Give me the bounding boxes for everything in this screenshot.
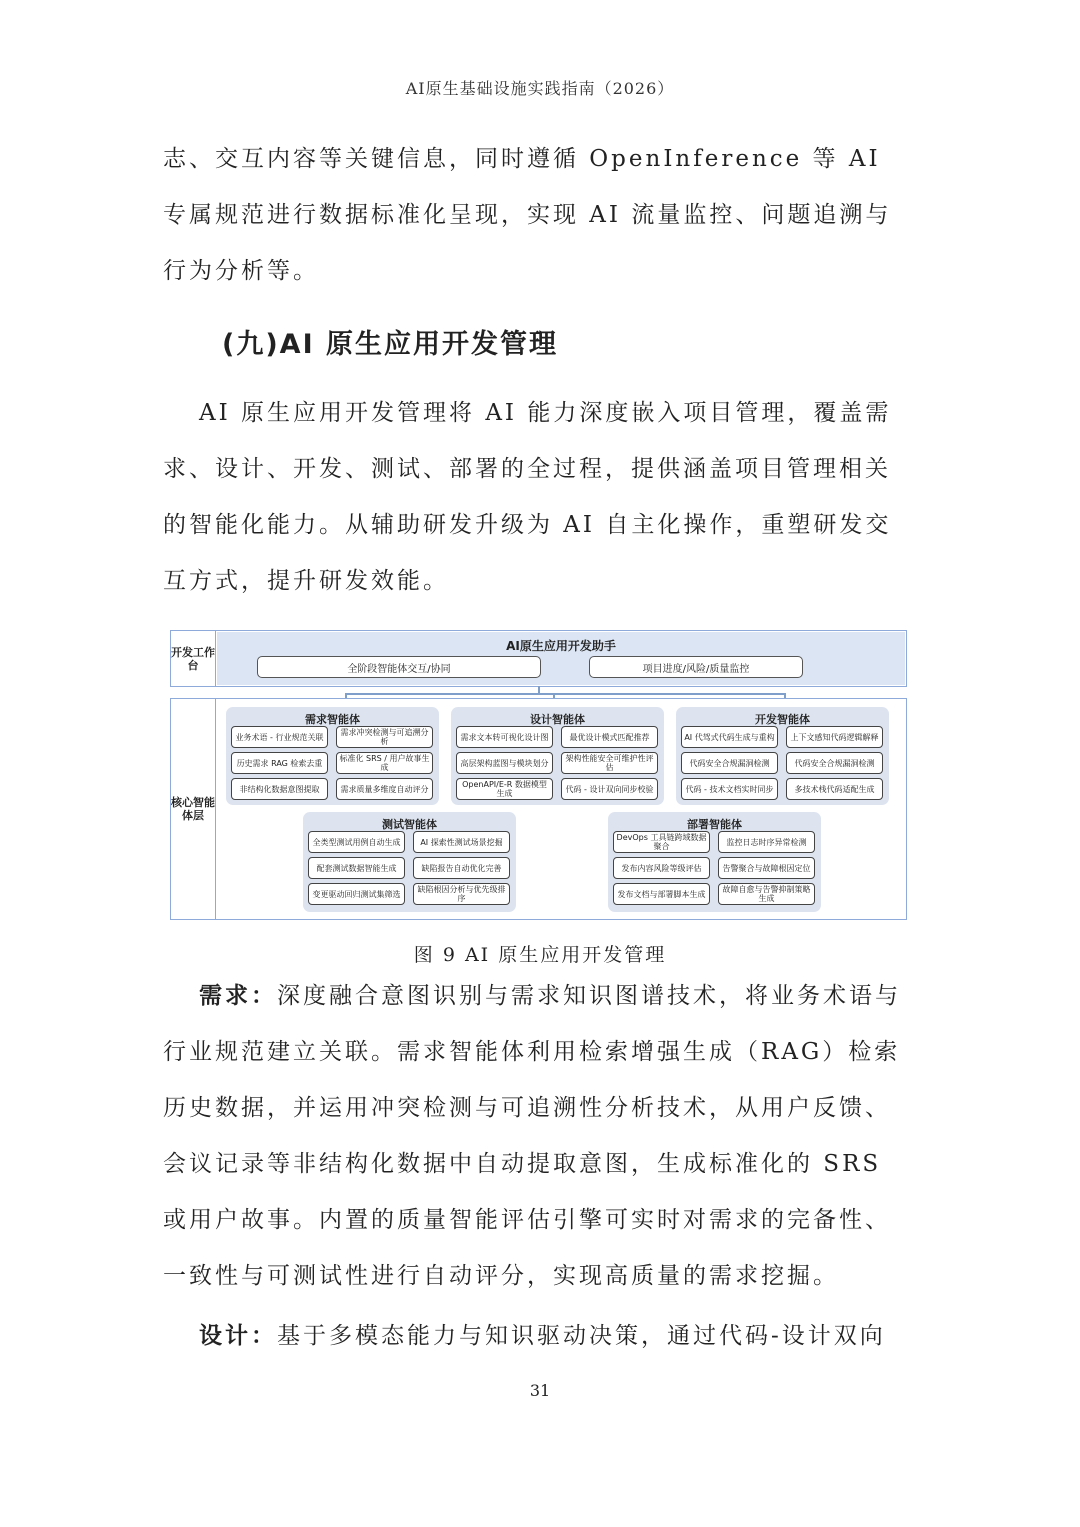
- capability-box: 故障自愈与告警抑制策略生成: [718, 883, 815, 905]
- requirement-label: 需求：: [199, 983, 277, 1009]
- capability-box: 代码安全合规漏洞检测: [786, 752, 883, 774]
- capability-box: 发布文档与部署脚本生成: [613, 883, 710, 905]
- capability-box: DevOps 工具链跨域数据聚合: [613, 831, 710, 853]
- capability-box: 历史需求 RAG 检索去重: [231, 752, 328, 774]
- capability-box: OpenAPI/E-R 数据模型生成: [456, 778, 553, 800]
- agent-development: [676, 707, 889, 805]
- agent-title: 测试智能体: [382, 818, 437, 831]
- capability-box: 需求文本转可视化设计图: [456, 726, 553, 748]
- capability-box: 最优设计模式匹配推荐: [561, 726, 658, 748]
- capability-box: 多技术栈代码适配生成: [786, 778, 883, 800]
- workbench-pill-monitor: 项目进度/风险/质量监控: [589, 656, 803, 678]
- capability-box: 配套测试数据智能生成: [308, 857, 405, 879]
- capability-box: 上下文感知代码逻辑解释: [786, 726, 883, 748]
- page-number: 31: [529, 1381, 551, 1400]
- capability-box: 标准化 SRS / 用户故事生成: [336, 752, 433, 774]
- workbench-label: 开发工作台: [171, 631, 216, 686]
- assistant-title: AI原生应用开发助手: [506, 639, 616, 653]
- capability-box: 监控日志时序异常检测: [718, 831, 815, 853]
- capability-box: AI 代驾式代码生成与重构: [681, 726, 778, 748]
- agent-deploy: [608, 812, 821, 912]
- connector-bar: [345, 693, 785, 695]
- design-label: 设计：: [199, 1323, 277, 1349]
- capability-box: 业务术语 - 行业规范关联: [231, 726, 328, 748]
- architecture-figure: [170, 630, 908, 920]
- agent-title: 开发智能体: [755, 713, 810, 726]
- capability-box: 需求冲突检测与可追溯分析: [336, 726, 433, 748]
- capability-box: 代码安全合规漏洞检测: [681, 752, 778, 774]
- agent-title: 部署智能体: [687, 818, 742, 831]
- paragraph-requirement: [163, 968, 903, 1304]
- capability-box: 全类型测试用例自动生成: [308, 831, 405, 853]
- capability-box: 架构性能安全可维护性评估: [561, 752, 658, 774]
- capability-box: 代码 - 设计双向同步校验: [561, 778, 658, 800]
- capability-box: 缺陷根因分析与优先级排序: [413, 883, 510, 905]
- capability-box: 需求质量多维度自动评分: [336, 778, 433, 800]
- figure-caption: 图 9 AI 原生应用开发管理: [413, 944, 667, 966]
- capability-box: 告警聚合与故障根因定位: [718, 857, 815, 879]
- design-text: 基于多模态能力与知识驱动决策，通过代码-设计双向: [277, 1323, 886, 1349]
- requirement-text: 深度融合意图识别与需求知识图谱技术，将业务术语与行业规范建立关联。需求智能体利用检索增强生成（RAG）检索历史数据，并运用冲突检测与可追溯性分析技术，从用户反馈、会议记录等非结构化数据中自动提取意图，生成标准化的 SRS 或用户故事。内置的质量智能评估引擎可实时对需求的完备性、一致性与可测试性进行自动评分，实现高质量的需求挖掘。: [163, 983, 901, 1289]
- agent-test: [303, 812, 516, 912]
- capability-box: 发布内容风险等级评估: [613, 857, 710, 879]
- running-header: AI原生基础设施实践指南（2026）: [405, 79, 675, 98]
- workbench-pill-interaction: 全阶段智能体交互/协同: [257, 656, 541, 678]
- section-heading: (九)AI 原生应用开发管理: [222, 329, 559, 360]
- capability-box: 代码 - 技术文档实时同步: [681, 778, 778, 800]
- capability-box: 缺陷报告自动优化完善: [413, 857, 510, 879]
- agent-title: 需求智能体: [305, 713, 360, 726]
- core-agent-label: 核心智能体层: [171, 699, 216, 919]
- agent-title: 设计智能体: [530, 713, 585, 726]
- workbench-main: [217, 632, 905, 685]
- capability-box: 非结构化数据意图提取: [231, 778, 328, 800]
- agent-requirement: [226, 707, 439, 805]
- paragraph-top: 志、交互内容等关键信息，同时遵循 OpenInference 等 AI 专属规范进行数据标准化呈现，实现 AI 流量监控、问题追溯与行为分析等。: [163, 146, 892, 284]
- agent-design: [451, 707, 664, 805]
- capability-box: AI 探索性测试场景挖掘: [413, 831, 510, 853]
- paragraph-design: [163, 1308, 903, 1364]
- capability-box: 变更驱动回归测试集筛选: [308, 883, 405, 905]
- workbench-band: [170, 630, 907, 687]
- paragraph-intro: AI 原生应用开发管理将 AI 能力深度嵌入项目管理，覆盖需求、设计、开发、测试、部署的全过程，提供涵盖项目管理相关的智能化能力。从辅助研发升级为 AI 自主化操作，重塑研发交互方式，提升研发效能。: [163, 400, 892, 594]
- capability-box: 高层架构蓝图与模块划分: [456, 752, 553, 774]
